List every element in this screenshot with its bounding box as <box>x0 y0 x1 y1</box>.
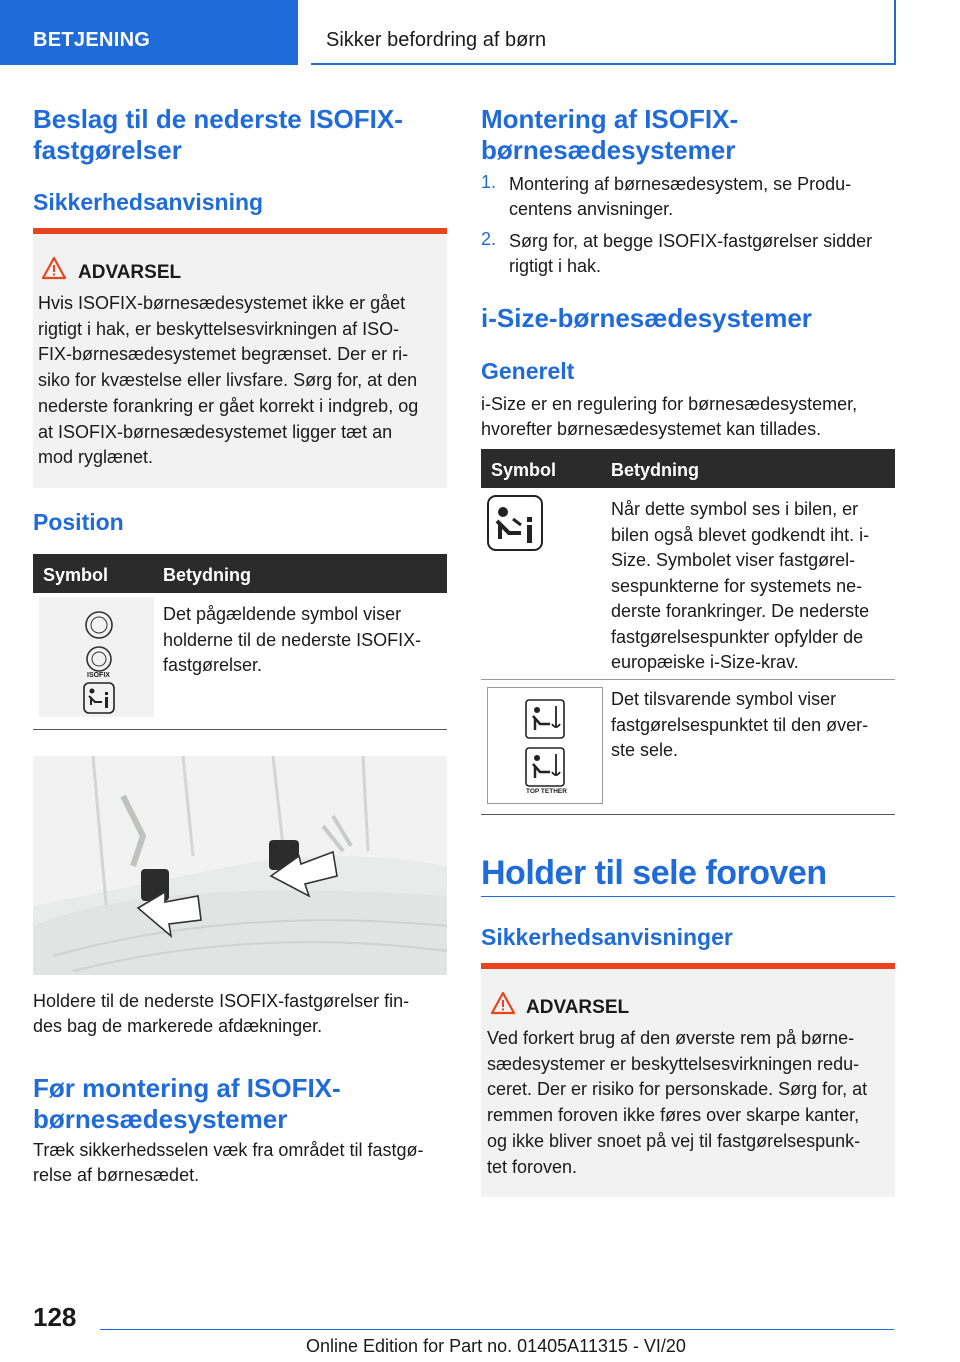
list-item: Montering af børnesædesystem, se Produ- centens anvisninger. <box>509 174 852 219</box>
section-title: BETJENING <box>33 29 151 51</box>
isize-icon <box>487 495 543 551</box>
top-tether-label: TOP TETHER <box>526 788 567 795</box>
col-meaning: Betydning <box>163 565 251 585</box>
table-bottom-rule <box>481 814 895 815</box>
top-tether-icon <box>488 688 602 803</box>
warning-text: Ved forkert brug af den øverste rem på børne- sædesystemer er beskyttelsesvirkningen redu- ceret. Der er risiko for personskade. Sørg for, at remmen foroven ikke føres over skarpe kanter, og ikke bliver snoet på vej til fastgørelsespunk- tet foroven. <box>487 1028 868 1177</box>
general-text: i-Size er en regulering for børnesædesystemer, hvorefter børnesædesystemet kan tillades. <box>481 394 858 439</box>
footer-rule <box>100 1329 894 1330</box>
top-tether-symbols <box>487 687 603 804</box>
warning-box <box>481 963 895 1197</box>
table-header <box>33 554 447 593</box>
isize-row-text: Når dette symbol ses i bilen, er bilen også blevet godkendt iht. i- Size. Symbolet viser fastgørel- sespunkterne for systemets ne- derste forankringer. De nederste fastgørelsespunkter opfylder de europæiske i-Size-krav. <box>611 499 870 672</box>
heading-top-tether-holder: Holder til sele foroven <box>481 854 827 892</box>
warning-triangle-icon <box>41 256 67 280</box>
page-number: 128 <box>33 1302 77 1332</box>
seat-photo <box>33 756 447 975</box>
warning-box <box>33 228 447 488</box>
warning-title: ADVARSEL <box>526 997 630 1018</box>
heading-isize: i-Size-børnesædesystemer <box>481 303 812 333</box>
table-row-text: Det pågældende symbol viser holderne til de nederste ISOFIX- fastgørelser. <box>163 604 422 675</box>
chapter-header <box>311 0 896 65</box>
table-header <box>481 449 895 488</box>
before-mounting-text: Træk sikkerhedsselen væk fra området til fastgø- relse af børnesædet. <box>33 1140 424 1185</box>
section-tab <box>0 0 298 65</box>
photo-caption: Holdere til de nederste ISOFIX-fastgørelser fin- des bag de markerede afdækninger. <box>33 991 410 1036</box>
warning-text: Hvis ISOFIX-børnesædesystemet ikke er gået rigtigt i hak, er beskyttelsesvirkningen af ISO- FIX-børnesædesystemet begrænset. Der er ri- siko for kvæstelse eller livsfare. Sørg for, at den nederste forankring er gået korrekt i indgreb, og at ISOFIX-børnesædesystemet ligger tæt an mod ryglænet. <box>38 293 419 468</box>
warning-triangle-icon <box>490 991 516 1015</box>
top-tether-row-text: Det tilsvarende symbol viser fastgørelsespunktet til den øver- ste sele. <box>611 689 869 760</box>
table-row-divider <box>481 679 895 680</box>
heading-safety-note: Sikkerhedsanvisning <box>33 189 264 215</box>
heading-before-mounting: Før montering af ISOFIX- børnesædesystemer <box>33 1073 341 1134</box>
heading-safety-notes: Sikkerhedsanvisninger <box>481 924 733 950</box>
heading-mounting-isofix: Montering af ISOFIX- børnesædesystemer <box>481 104 739 165</box>
col-meaning: Betydning <box>611 460 699 480</box>
heading-isofix-brackets: Beslag til de nederste ISOFIX- fastgørelser <box>33 104 403 165</box>
isofix-symbols <box>39 597 154 717</box>
isofix-label: ISOFIX <box>87 672 110 679</box>
heading-underline <box>481 896 895 897</box>
col-symbol: Symbol <box>491 460 557 480</box>
table-bottom-rule <box>33 729 447 730</box>
warning-title: ADVARSEL <box>78 262 182 283</box>
col-symbol: Symbol <box>43 565 109 585</box>
list-item: Sørg for, at begge ISOFIX-fastgørelser sidder rigtigt i hak. <box>509 231 873 276</box>
heading-position: Position <box>33 509 124 535</box>
chapter-title: Sikker befordring af børn <box>326 29 547 51</box>
isofix-icon <box>39 597 154 717</box>
footer-edition: Online Edition for Part no. 01405A11315 - VI/20 <box>306 1336 686 1356</box>
heading-general: Generelt <box>481 358 575 384</box>
